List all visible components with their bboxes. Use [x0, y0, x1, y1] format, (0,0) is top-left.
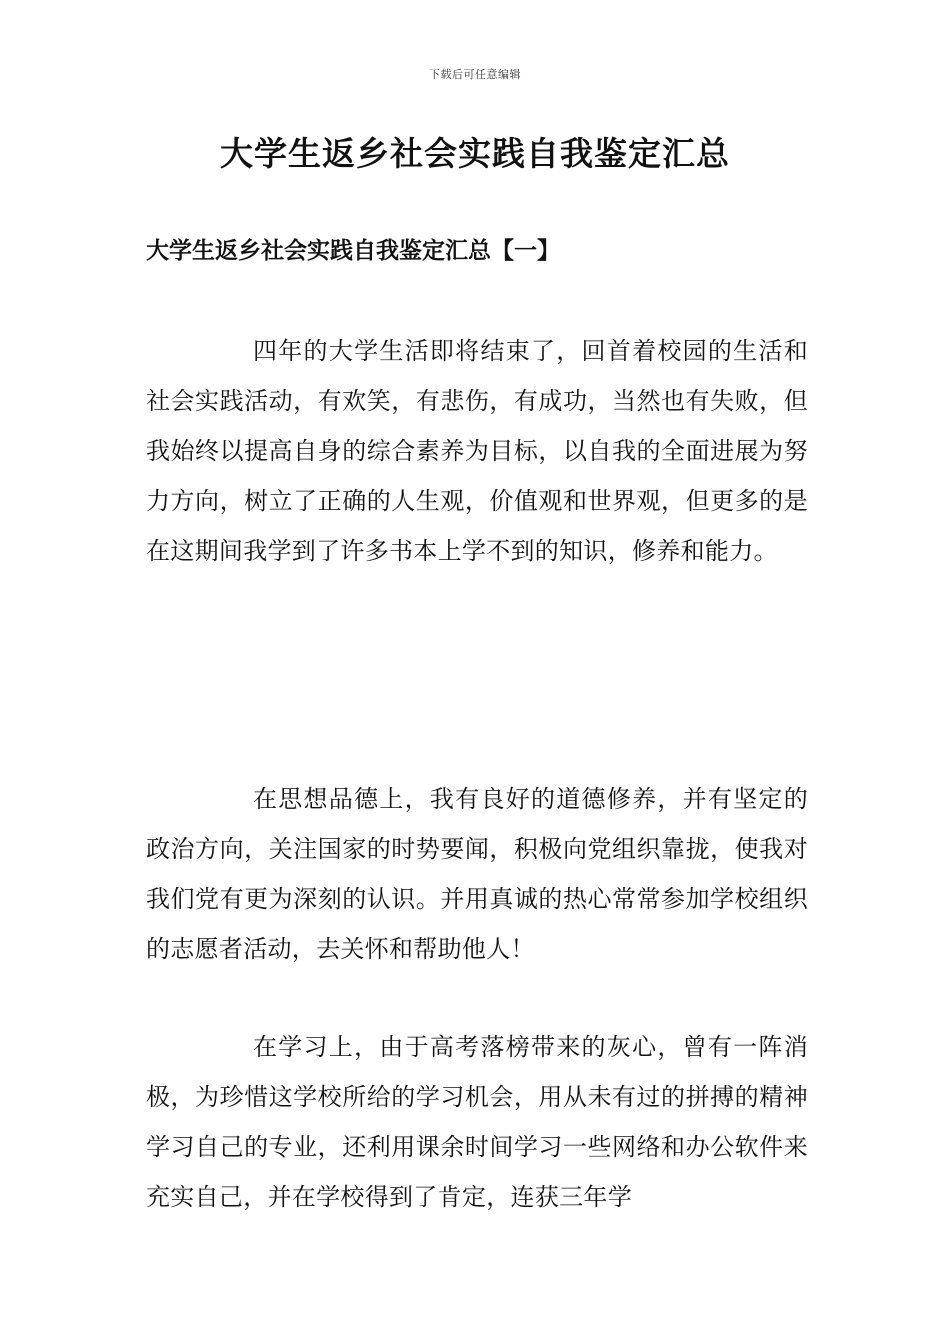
header-note: 下载后可任意编辑	[429, 68, 521, 81]
section-heading: 大学生返乡社会实践自我鉴定汇总【一】	[146, 237, 560, 264]
paragraph-2: 在思想品德上，我有良好的道德修养，并有坚定的政治方向，关注国家的时势要闻，积极向党组织靠拢，使我对我们党有更为深刻的认识。并用真诚的热心常常参加学校组织的志愿者活动，去关怀和帮助他人！	[146, 785, 808, 963]
document-title: 大学生返乡社会实践自我鉴定汇总	[220, 134, 730, 173]
paragraph-3: 在学习上，由于高考落榜带来的灰心，曾有一阵消极，为珍惜这学校所给的学习机会，用从未有过的拼搏的精神学习自己的专业，还利用课余时间学习一些网络和办公软件来充实自己，并在学校得到了肯定，连获三年学	[146, 1033, 808, 1211]
paragraph-1: 四年的大学生活即将结束了，回首着校园的生活和社会实践活动，有欢笑，有悲伤，有成功，当然也有失败，但我始终以提高自身的综合素养为目标，以自我的全面进展为努力方向，树立了正确的人生观，价值观和世界观，但更多的是在这期间我学到了许多书本上学不到的知识，修养和能力。	[146, 337, 808, 565]
